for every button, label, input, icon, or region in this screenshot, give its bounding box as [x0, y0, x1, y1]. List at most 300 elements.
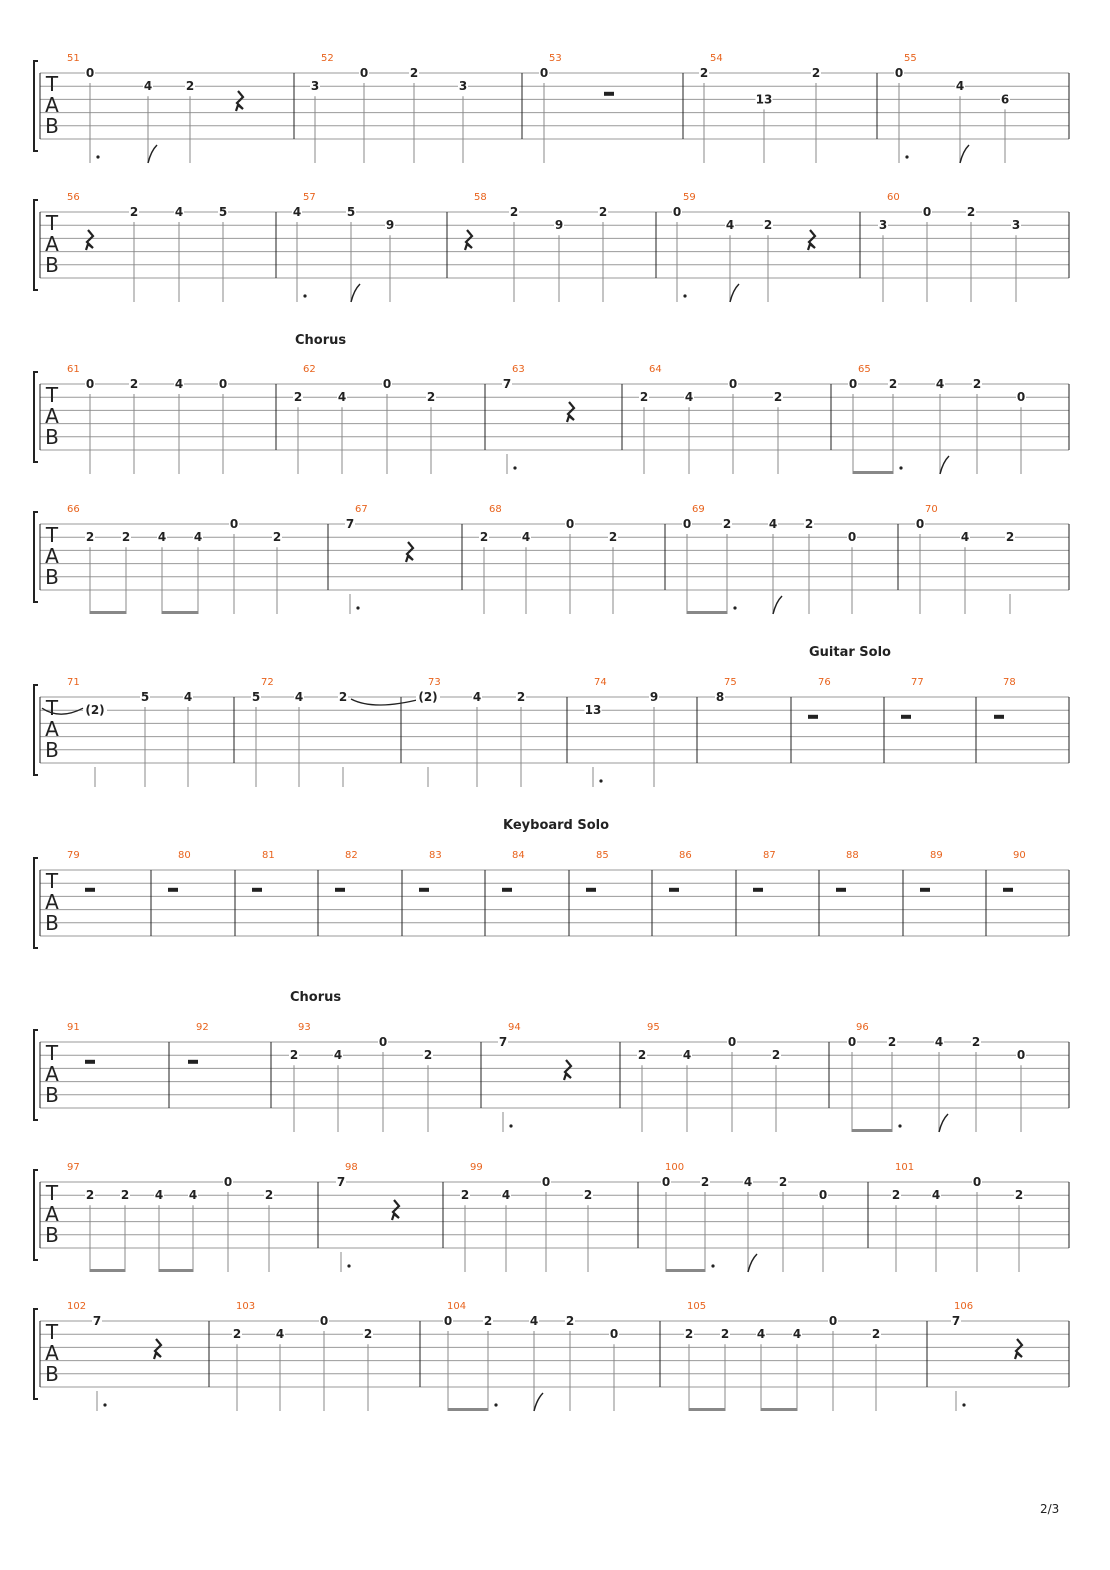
fret-number: 0 — [229, 517, 239, 531]
quarter-rest — [567, 402, 574, 422]
measure-number: 57 — [303, 192, 316, 203]
duration-dot — [711, 1264, 714, 1267]
fret-number: 2 — [129, 205, 139, 219]
fret-number: 0 — [672, 205, 682, 219]
whole-rest — [252, 888, 262, 892]
measure-number: 53 — [549, 53, 562, 64]
fret-number: 4 — [157, 530, 167, 545]
fret-number: 2 — [972, 377, 982, 391]
tab-clef-letter: T — [45, 869, 59, 893]
measure-number: 100 — [665, 1162, 685, 1173]
fret-number: 0 — [565, 517, 575, 531]
measure-number: 90 — [1013, 850, 1026, 861]
fret-number: 0 — [847, 530, 857, 545]
fret-number: (2) — [85, 703, 105, 718]
eighth-flag — [773, 596, 782, 614]
fret-number: 4 — [143, 79, 153, 94]
measure-number: 81 — [262, 850, 275, 861]
eighth-flag — [534, 1393, 543, 1411]
quarter-rest — [236, 91, 243, 111]
fret-number: 4 — [294, 690, 304, 704]
duration-dot — [96, 155, 99, 158]
note-beam — [162, 611, 198, 614]
system-bracket — [34, 1170, 38, 1260]
measure-number: 102 — [67, 1301, 87, 1312]
note-beam — [448, 1408, 488, 1411]
whole-rest — [994, 715, 1004, 719]
fret-number: 4 — [275, 1327, 285, 1342]
measure-number: 63 — [512, 364, 525, 375]
fret-number: 2 — [971, 1035, 981, 1049]
tab-clef-letter: T — [45, 696, 59, 720]
measure-number: 87 — [763, 850, 776, 861]
duration-dot — [513, 466, 516, 469]
measure-number: 61 — [67, 364, 80, 375]
section-label-chorus-2: Chorus — [290, 990, 342, 1005]
measure-number: 64 — [649, 364, 662, 375]
tab-clef-letter: A — [45, 404, 59, 428]
measure-number: 86 — [679, 850, 692, 861]
fret-number: 13 — [584, 703, 602, 718]
duration-dot — [899, 466, 902, 469]
fret-number: 2 — [409, 66, 419, 80]
note-beam — [853, 471, 893, 474]
measure-number: 101 — [895, 1162, 915, 1173]
system-bracket — [34, 1309, 38, 1399]
tab-system — [34, 850, 1069, 948]
fret-number: 2 — [699, 66, 709, 80]
fret-number: 2 — [85, 1188, 95, 1203]
measure-number: 59 — [683, 192, 696, 203]
fret-number: 9 — [385, 218, 395, 233]
fret-number: 0 — [727, 1035, 737, 1049]
fret-number: 4 — [682, 1048, 692, 1063]
fret-number: 0 — [682, 517, 692, 531]
quarter-rest — [154, 1339, 161, 1359]
duration-dot — [303, 294, 306, 297]
fret-number: 4 — [931, 1188, 941, 1203]
fret-number: 4 — [934, 1035, 944, 1049]
measure-number: 89 — [930, 850, 943, 861]
measure-number: 69 — [692, 504, 705, 515]
tab-system — [34, 364, 1069, 474]
fret-number: 3 — [1011, 218, 1021, 233]
fret-number: 0 — [818, 1188, 828, 1203]
note-beam — [90, 611, 126, 614]
duration-dot — [509, 1124, 512, 1127]
fret-number: 2 — [598, 205, 608, 219]
tab-clef-letter: A — [45, 1062, 59, 1086]
tab-clef-letter: B — [45, 253, 59, 277]
fret-number: 0 — [828, 1314, 838, 1328]
duration-dot — [103, 1403, 106, 1406]
measure-number: 70 — [925, 504, 938, 515]
fret-number: 2 — [289, 1048, 299, 1063]
measure-number: 54 — [710, 53, 723, 64]
fret-number: 7 — [336, 1175, 346, 1189]
fret-number: 0 — [915, 517, 925, 531]
tab-clef-letter: A — [45, 717, 59, 741]
page-number: 2/3 — [1040, 1502, 1060, 1516]
measure-number: 95 — [647, 1022, 660, 1033]
tab-system — [34, 504, 1069, 614]
fret-number: 6 — [1000, 92, 1010, 107]
fret-number: 2 — [363, 1327, 373, 1342]
fret-number: 0 — [541, 1175, 551, 1189]
duration-dot — [898, 1124, 901, 1127]
fret-number: 0 — [85, 377, 95, 391]
tab-clef-letter: A — [45, 1202, 59, 1226]
measure-number: 51 — [67, 53, 80, 64]
fret-number: 2 — [722, 517, 732, 531]
fret-number: 4 — [725, 218, 735, 233]
fret-number: 7 — [951, 1314, 961, 1328]
measure-number: 105 — [687, 1301, 707, 1312]
measure-number: 84 — [512, 850, 525, 861]
fret-number: 2 — [891, 1188, 901, 1203]
measure-number: 103 — [236, 1301, 256, 1312]
measure-number: 62 — [303, 364, 316, 375]
tab-clef-letter: T — [45, 383, 59, 407]
tab-clef-letter: B — [45, 911, 59, 935]
eighth-flag — [940, 456, 949, 474]
measure-number: 65 — [858, 364, 871, 375]
fret-number: 2 — [887, 1035, 897, 1049]
fret-number: 2 — [509, 205, 519, 219]
tab-system — [34, 1162, 1069, 1272]
system-bracket — [34, 61, 38, 151]
fret-number: 2 — [778, 1175, 788, 1189]
section-label-chorus: Chorus — [295, 333, 347, 348]
measure-number: 83 — [429, 850, 442, 861]
system-bracket — [34, 372, 38, 462]
duration-dot — [905, 155, 908, 158]
tie-arc — [351, 699, 421, 705]
section-label-keyboard-solo: Keyboard Solo — [503, 818, 610, 833]
measure-number: 77 — [911, 677, 924, 688]
quarter-rest — [808, 230, 815, 250]
fret-number: 4 — [960, 530, 970, 545]
measure-number: 68 — [489, 504, 502, 515]
duration-dot — [356, 606, 359, 609]
fret-number: 5 — [346, 205, 356, 219]
fret-number: 4 — [529, 1314, 539, 1328]
system-bracket — [34, 858, 38, 948]
fret-number: 2 — [121, 530, 131, 545]
note-beam — [159, 1269, 193, 1272]
fret-number: 4 — [501, 1188, 511, 1203]
whole-rest — [808, 715, 818, 719]
whole-rest — [502, 888, 512, 892]
fret-number: 7 — [498, 1035, 508, 1049]
measure-number: 85 — [596, 850, 609, 861]
tab-system — [34, 192, 1069, 302]
tab-clef-letter: B — [45, 114, 59, 138]
measure-number: 79 — [67, 850, 80, 861]
tab-clef-letter: T — [45, 211, 59, 235]
fret-number: 0 — [1016, 390, 1026, 405]
fret-number: 5 — [140, 690, 150, 704]
tab-clef-letter: T — [45, 1320, 59, 1344]
fret-number: 2 — [771, 1048, 781, 1063]
fret-number: 2 — [565, 1314, 575, 1328]
eighth-flag — [351, 284, 360, 302]
fret-number: 0 — [539, 66, 549, 80]
fret-number: 2 — [264, 1188, 274, 1203]
fret-number: 2 — [129, 377, 139, 391]
fret-number: 0 — [378, 1035, 388, 1049]
quarter-rest — [406, 542, 413, 562]
measure-number: 71 — [67, 677, 80, 688]
whole-rest — [586, 888, 596, 892]
measure-number: 52 — [321, 53, 334, 64]
tab-clef-letter: T — [45, 523, 59, 547]
duration-dot — [599, 779, 602, 782]
fret-number: 2 — [479, 530, 489, 545]
fret-number: 4 — [792, 1327, 802, 1342]
fret-number: 2 — [700, 1175, 710, 1189]
whole-rest — [335, 888, 345, 892]
note-beam — [689, 1408, 725, 1411]
fret-number: 2 — [583, 1188, 593, 1203]
eighth-flag — [960, 145, 969, 163]
fret-number: 4 — [188, 1188, 198, 1203]
fret-number: 0 — [443, 1314, 453, 1328]
eighth-flag — [748, 1254, 757, 1272]
fret-number: 2 — [85, 530, 95, 545]
fret-number: 4 — [955, 79, 965, 94]
whole-rest — [85, 888, 95, 892]
note-beam — [852, 1129, 892, 1132]
measure-number: 94 — [508, 1022, 521, 1033]
note-beam — [90, 1269, 125, 1272]
fret-number: 4 — [935, 377, 945, 391]
tab-clef-letter: B — [45, 1223, 59, 1247]
fret-number: 4 — [292, 205, 302, 219]
tab-system — [34, 1301, 1069, 1411]
fret-number: 4 — [743, 1175, 753, 1189]
measure-number: 96 — [856, 1022, 869, 1033]
fret-number: 7 — [92, 1314, 102, 1328]
measure-number: 99 — [470, 1162, 483, 1173]
tab-clef-letter: B — [45, 565, 59, 589]
fret-number: 4 — [684, 390, 694, 405]
fret-number: 2 — [637, 1048, 647, 1063]
fret-number: 2 — [338, 690, 348, 704]
system-bracket — [34, 200, 38, 290]
fret-number: 3 — [878, 218, 888, 233]
measure-number: 82 — [345, 850, 358, 861]
duration-dot — [683, 294, 686, 297]
measure-number: 78 — [1003, 677, 1016, 688]
eighth-flag — [148, 145, 157, 163]
measure-number: 75 — [724, 677, 737, 688]
whole-rest — [901, 715, 911, 719]
fret-number: 4 — [756, 1327, 766, 1342]
fret-number: 0 — [359, 66, 369, 80]
tab-clef-letter: A — [45, 890, 59, 914]
whole-rest — [1003, 888, 1013, 892]
fret-number: 8 — [715, 690, 725, 704]
fret-number: 3 — [310, 79, 320, 94]
duration-dot — [733, 606, 736, 609]
fret-number: 2 — [423, 1048, 433, 1063]
tab-system — [34, 677, 1069, 787]
fret-number: 4 — [768, 517, 778, 531]
fret-number: 0 — [847, 1035, 857, 1049]
whole-rest — [669, 888, 679, 892]
eighth-flag — [730, 284, 739, 302]
measure-number: 93 — [298, 1022, 311, 1033]
fret-number: 0 — [922, 205, 932, 219]
whole-rest — [920, 888, 930, 892]
fret-number: 2 — [763, 218, 773, 233]
tab-clef-letter: A — [45, 93, 59, 117]
fret-number: 9 — [649, 690, 659, 704]
fret-number: 2 — [1005, 530, 1015, 545]
fret-number: 13 — [755, 92, 773, 107]
fret-number: 2 — [516, 690, 526, 704]
fret-number: 2 — [684, 1327, 694, 1342]
fret-number: 0 — [218, 377, 228, 391]
fret-number: 2 — [460, 1188, 470, 1203]
fret-number: 2 — [871, 1327, 881, 1342]
note-beam — [687, 611, 727, 614]
fret-number: 7 — [345, 517, 355, 531]
fret-number: 2 — [272, 530, 282, 545]
system-bracket — [34, 1030, 38, 1120]
whole-rest — [168, 888, 178, 892]
fret-number: 2 — [483, 1314, 493, 1328]
fret-number: 0 — [728, 377, 738, 391]
tab-clef-letter: A — [45, 1341, 59, 1365]
fret-number: 2 — [426, 390, 436, 405]
fret-number: 0 — [848, 377, 858, 391]
measure-number: 92 — [196, 1022, 209, 1033]
fret-number: 2 — [811, 66, 821, 80]
fret-number: 0 — [382, 377, 392, 391]
quarter-rest — [465, 230, 472, 250]
tab-clef-letter: T — [45, 1041, 59, 1065]
tab-clef-letter: T — [45, 72, 59, 96]
fret-number: 4 — [174, 205, 184, 219]
fret-number: 2 — [608, 530, 618, 545]
fret-number: 2 — [773, 390, 783, 405]
whole-rest — [85, 1060, 95, 1064]
whole-rest — [836, 888, 846, 892]
fret-number: 2 — [639, 390, 649, 405]
quarter-rest — [564, 1060, 571, 1080]
measure-number: 72 — [261, 677, 274, 688]
fret-number: 2 — [804, 517, 814, 531]
fret-number: 0 — [1016, 1048, 1026, 1063]
tab-clef-letter: B — [45, 738, 59, 762]
fret-number: 4 — [333, 1048, 343, 1063]
note-beam — [761, 1408, 797, 1411]
fret-number: 0 — [85, 66, 95, 80]
fret-number: 4 — [521, 530, 531, 545]
duration-dot — [347, 1264, 350, 1267]
measure-number: 58 — [474, 192, 487, 203]
fret-number: 4 — [183, 690, 193, 704]
fret-number: 5 — [251, 690, 261, 704]
section-label-guitar-solo: Guitar Solo — [809, 645, 891, 660]
tab-clef-letter: T — [45, 1181, 59, 1205]
fret-number: 3 — [458, 79, 468, 94]
fret-number: (2) — [418, 690, 438, 704]
tab-clef-letter: A — [45, 232, 59, 256]
fret-number: 4 — [174, 377, 184, 391]
measure-number: 97 — [67, 1162, 80, 1173]
fret-number: 7 — [502, 377, 512, 391]
tab-clef-letter: B — [45, 425, 59, 449]
tab-clef-letter: A — [45, 544, 59, 568]
quarter-rest — [392, 1200, 399, 1220]
duration-dot — [962, 1403, 965, 1406]
fret-number: 0 — [661, 1175, 671, 1189]
note-beam — [666, 1269, 705, 1272]
measure-number: 56 — [67, 192, 80, 203]
tab-clef-letter: B — [45, 1083, 59, 1107]
fret-number: 0 — [894, 66, 904, 80]
quarter-rest — [1015, 1339, 1022, 1359]
tab-system — [34, 1022, 1069, 1132]
fret-number: 4 — [472, 690, 482, 704]
duration-dot — [494, 1403, 497, 1406]
fret-number: 5 — [218, 205, 228, 219]
fret-number: 0 — [223, 1175, 233, 1189]
fret-number: 0 — [319, 1314, 329, 1328]
measure-number: 80 — [178, 850, 191, 861]
system-bracket — [34, 685, 38, 775]
measure-number: 106 — [954, 1301, 974, 1312]
measure-number: 73 — [428, 677, 441, 688]
system-bracket — [34, 512, 38, 602]
tab-clef-letter: B — [45, 1362, 59, 1386]
fret-number: 4 — [337, 390, 347, 405]
whole-rest — [753, 888, 763, 892]
fret-number: 0 — [972, 1175, 982, 1189]
fret-number: 4 — [193, 530, 203, 545]
measure-number: 60 — [887, 192, 900, 203]
fret-number: 2 — [1014, 1188, 1024, 1203]
fret-number: 2 — [720, 1327, 730, 1342]
measure-number: 88 — [846, 850, 859, 861]
measure-number: 55 — [904, 53, 917, 64]
fret-number: 9 — [554, 218, 564, 233]
fret-number: 2 — [120, 1188, 130, 1203]
whole-rest — [188, 1060, 198, 1064]
measure-number: 98 — [345, 1162, 358, 1173]
fret-number: 2 — [888, 377, 898, 391]
half-rest — [604, 92, 614, 96]
fret-number: 2 — [966, 205, 976, 219]
tab-system — [34, 53, 1069, 163]
measure-number: 66 — [67, 504, 80, 515]
quarter-rest — [86, 230, 93, 250]
fret-number: 2 — [232, 1327, 242, 1342]
measure-number: 74 — [594, 677, 607, 688]
measure-number: 104 — [447, 1301, 467, 1312]
measure-number: 76 — [818, 677, 831, 688]
measure-number: 91 — [67, 1022, 80, 1033]
fret-number: 0 — [609, 1327, 619, 1342]
fret-number: 2 — [293, 390, 303, 405]
eighth-flag — [939, 1114, 948, 1132]
fret-number: 2 — [185, 79, 195, 94]
whole-rest — [419, 888, 429, 892]
measure-number: 67 — [355, 504, 368, 515]
